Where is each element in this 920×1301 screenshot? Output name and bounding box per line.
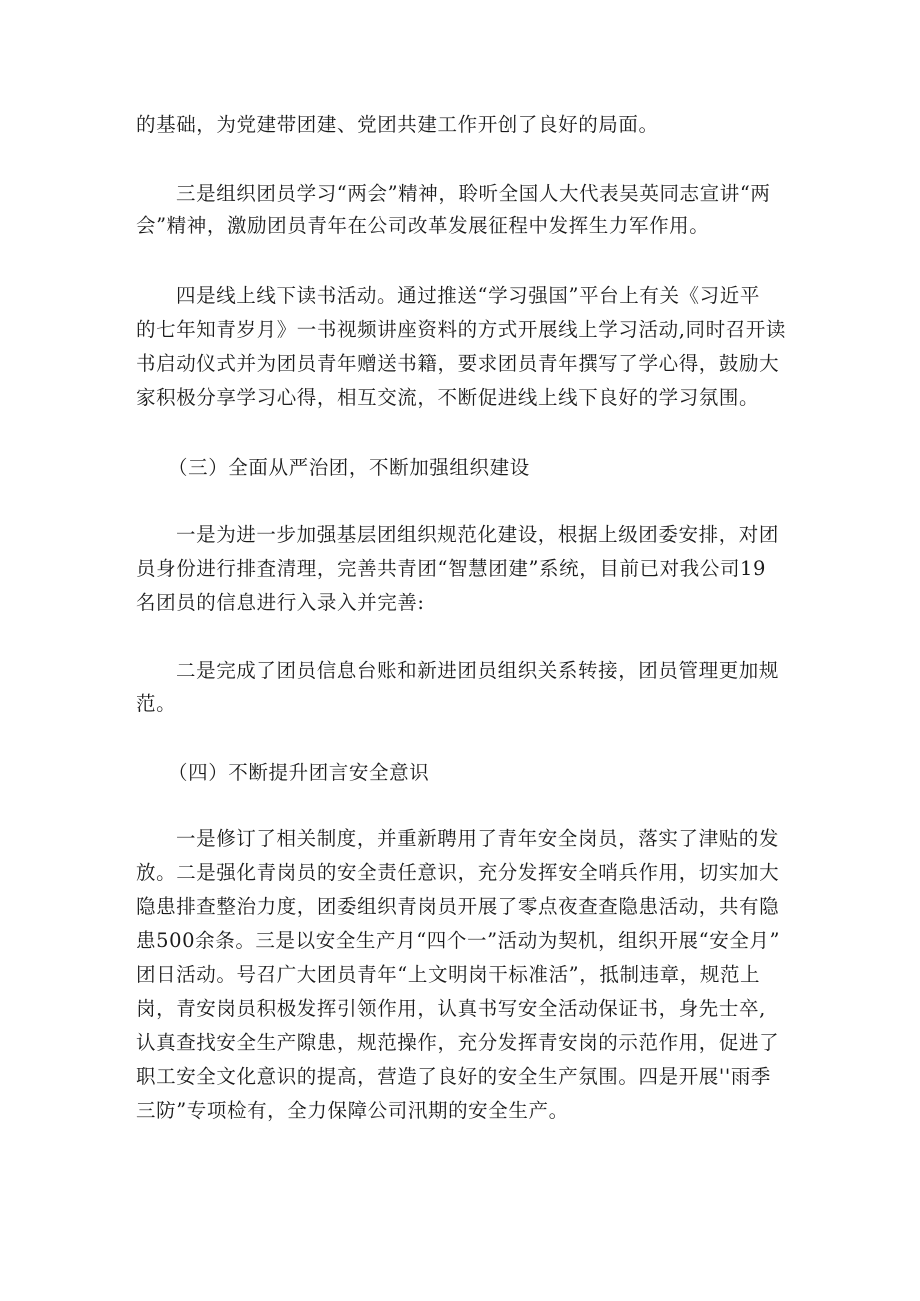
paragraph-line: 团日活动。号召广大团员青年“上文明岗干标准活”，抵制违章，规范上	[136, 963, 761, 986]
paragraph-line: 三防”专项检有，全力保障公司汛期的安全生产。	[136, 1099, 569, 1122]
paragraph-line: 患500余条。三是以安全生产月“四个一”活动为契机，组织开展“安全月”	[136, 929, 781, 952]
paragraph-line: 书启动仪式并为团员青年赠送书籍，要求团员青年撰写了学心得，鼓励大	[136, 352, 780, 375]
paragraph-line: 放。二是强化青岗员的安全责任意识，充分发挥安全哨兵作用，切实加大	[136, 861, 780, 884]
paragraph-line: 岗，青安岗员积极发挥引领作用，认真书写安全活动保证书，身先士卒,	[136, 997, 766, 1020]
paragraph-line: 家积极分享学习心得，相互交流，不断促进线上线下良好的学习氛围。	[136, 386, 760, 409]
paragraph-line: 的七年知青岁月》一书视频讲座资料的方式开展线上学习活动,同时召开读	[136, 318, 786, 341]
section-heading: （四）不断提升团言安全意识	[168, 761, 430, 784]
paragraph-line: 二是完成了团员信息台账和新进团员组织关系转接，团员管理更加规	[176, 659, 780, 682]
paragraph-line: 的基础，为党建带团建、党团共建工作开创了良好的局面。	[136, 113, 659, 136]
section-heading: （三）全面从严治团，不断加强组织建设	[168, 456, 530, 479]
paragraph-line: 会”精神，激励团员青年在公司改革发展征程中发挥生力军作用。	[136, 214, 710, 237]
paragraph-line: 员身份进行排査清理，完善共青团“智慧团建”系统，目前已对我公司19	[136, 557, 767, 580]
paragraph-line: 隐患排查整治力度，团委组织青岗员开展了零点夜查查隐患活动，共有隐	[136, 895, 780, 918]
paragraph-line: 一是修订了相关制度，并重新聘用了青年安全岗员，落实了津贴的发	[176, 827, 780, 850]
paragraph-line: 一是为进一步加强基层团组织规范化建设，根据上级团委安排，对团	[176, 523, 780, 546]
paragraph-line: 职工安全文化意识的提高，营造了良好的安全生产氛围。四是开展''雨季	[136, 1065, 772, 1088]
paragraph-line: 认真查找安全生产隙患，规范操作，充分发挥青安岗的示范作用，促进了	[136, 1031, 780, 1054]
paragraph-line: 名团员的信息进行入录入并完善:	[136, 591, 425, 614]
paragraph-line: 四是线上线下读书活动。通过推送“学习强国”平台上有关《习近平	[176, 284, 760, 307]
paragraph-line: 三是组织团员学习“两会”精神，聆听全国人大代表吴英同志宣讲“两	[176, 182, 771, 205]
paragraph-line: 范。	[136, 692, 177, 715]
